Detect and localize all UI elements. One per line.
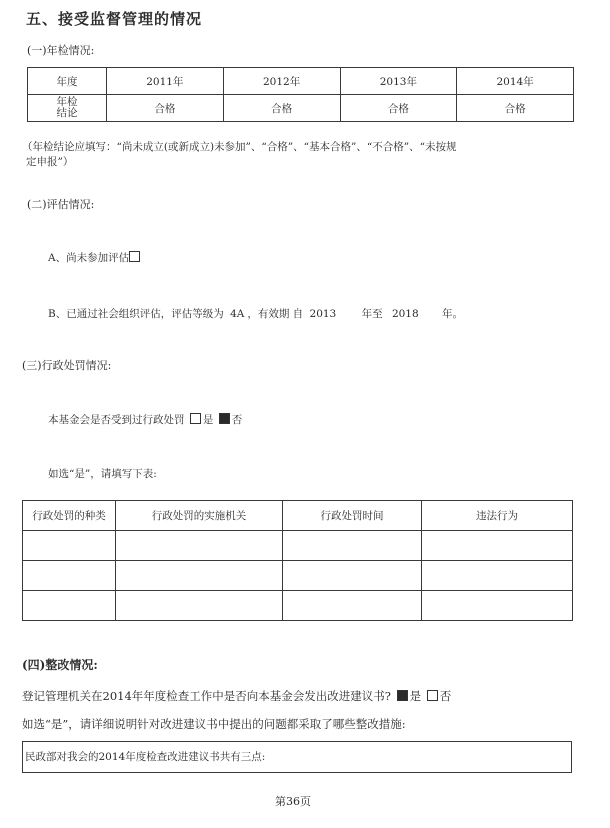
result-label-line: 结论: [56, 107, 78, 119]
grade-value: 4A: [230, 308, 245, 320]
year-cell: 2014年: [457, 68, 574, 95]
table-cell[interactable]: [283, 531, 422, 561]
rectification-response-text: 民政部对我会的2014年度检查改进建议书共有三点:: [25, 751, 266, 763]
table-cell[interactable]: [116, 591, 283, 621]
table-cell[interactable]: [116, 531, 283, 561]
column-header: 行政处罚时间: [283, 501, 422, 531]
evaluation-option-b: [48, 306, 463, 321]
year-cell: 2012年: [223, 68, 340, 95]
table-row: [23, 531, 573, 561]
table-cell[interactable]: [422, 561, 573, 591]
table-cell[interactable]: [23, 531, 116, 561]
rectification-response-box[interactable]: [22, 741, 572, 773]
table-row: [28, 68, 574, 95]
page-number: 第36页: [275, 795, 311, 808]
rectification-yes-label: 是: [409, 689, 422, 703]
column-header: 行政处罚的实施机关: [116, 501, 283, 531]
column-header: 行政处罚的种类: [23, 501, 116, 531]
result-cell: 合格: [457, 95, 574, 122]
year-header-label: 年度: [28, 68, 107, 95]
column-header: 违法行为: [422, 501, 573, 531]
penalty-instruction: 如选“是”，请填写下表:: [48, 468, 157, 480]
year-cell: 2011年: [107, 68, 224, 95]
penalty-yes-checkbox[interactable]: [190, 413, 201, 424]
rectification-title: (四)整改情况:: [22, 658, 98, 672]
penalty-question: 本基金会是否受到过行政处罚: [48, 414, 185, 426]
table-row: [23, 591, 573, 621]
annual-inspection-table: [27, 67, 574, 122]
year-suffix: 年。: [442, 308, 464, 320]
table-cell[interactable]: [283, 561, 422, 591]
from-year: 2013: [309, 308, 337, 320]
annual-note-line1: （年检结论应填写：“尚未成立(或新成立)未参加”、“合格”、“基本合格”、“不合格”、“未按规: [22, 141, 457, 153]
rectification-no-label: 否: [439, 689, 452, 703]
to-year: 2018: [391, 308, 419, 320]
table-cell[interactable]: [283, 591, 422, 621]
rectification-no-checkbox[interactable]: [427, 690, 438, 701]
penalty-yes-label: 是: [202, 414, 214, 426]
table-cell[interactable]: [422, 591, 573, 621]
validity-prefix: ，有效期 自: [247, 308, 304, 320]
table-row: [23, 561, 573, 591]
annual-note-line2: 定申报”）: [26, 156, 74, 168]
table-header-row: [23, 501, 573, 531]
table-cell[interactable]: [422, 531, 573, 561]
penalty-table: [22, 500, 573, 621]
result-cell: 合格: [107, 95, 224, 122]
section-heading: 五、接受监督管理的情况: [26, 10, 203, 28]
result-header-label: [28, 95, 107, 122]
option-a-checkbox[interactable]: [129, 251, 140, 262]
rectification-question: 登记管理机关在2014年年度检查工作中是否向本基金会发出改进建议书?: [22, 689, 391, 703]
penalty-no-checkbox[interactable]: [219, 413, 230, 424]
option-a-label: A、尚未参加评估: [48, 252, 130, 264]
option-b-prefix: B、已通过社会组织评估，评估等级为: [48, 308, 224, 320]
evaluation-option-a: [48, 250, 142, 265]
year-cell: 2013年: [340, 68, 457, 95]
rectification-yes-checkbox[interactable]: [397, 690, 408, 701]
evaluation-title: (二)评估情况:: [27, 198, 95, 211]
annual-title: (一)年检情况:: [27, 44, 95, 57]
table-cell[interactable]: [23, 561, 116, 591]
result-cell: 合格: [340, 95, 457, 122]
table-cell[interactable]: [116, 561, 283, 591]
rectification-question-row: [22, 688, 451, 704]
to-label: 年至: [361, 308, 383, 320]
penalty-question-row: [48, 412, 242, 427]
result-label-line: 年检: [56, 96, 78, 108]
penalty-title: (三)行政处罚情况:: [22, 359, 112, 372]
table-row: [28, 95, 574, 122]
rectification-instruction: 如选“是”，请详细说明针对改进建议书中提出的问题都采取了哪些整改措施:: [22, 717, 406, 731]
penalty-no-label: 否: [231, 414, 243, 426]
table-cell[interactable]: [23, 591, 116, 621]
result-cell: 合格: [223, 95, 340, 122]
